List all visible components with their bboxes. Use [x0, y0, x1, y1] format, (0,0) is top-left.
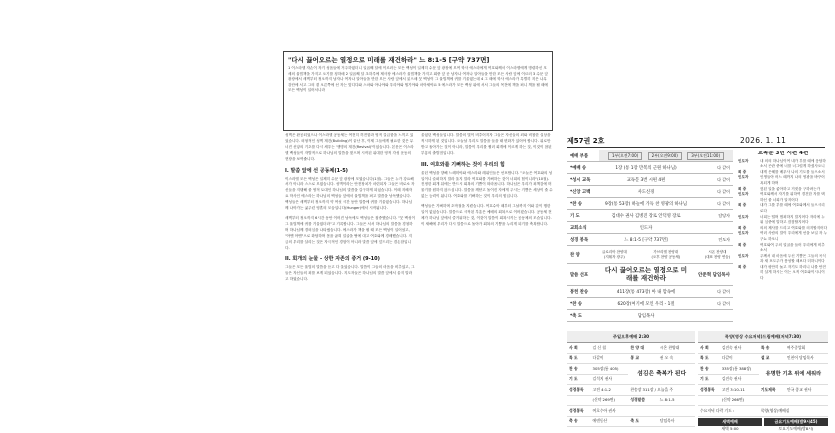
service-time-3: 3부(오전11:00): [687, 152, 724, 160]
row-leader: 담당자: [693, 210, 733, 222]
preacher: 안준혁 담임목사: [693, 264, 733, 286]
section-heading-2: II. 회개의 눈물 - 상한 자존의 증거 (9-10): [285, 256, 380, 263]
row-content: 교독문 3번 시편 4편: [599, 174, 693, 186]
row-leader: 다 같이: [693, 174, 733, 186]
wednesday-service-title: 목양(영상 수요저녁)드림예배(저녁7:30): [698, 331, 828, 343]
row-leader: 다 같이: [693, 298, 733, 310]
row-content: 1장 (통 1장 만복의 근원 하나님): [599, 162, 693, 174]
afternoon-sermon-title: 섬김은 축복가 된다: [628, 364, 695, 385]
reading-line: 회 중 내가 그를 부를 때에 여호와께서 들으시리로다: [738, 203, 825, 213]
sermon-scripture-box: [283, 51, 553, 131]
row-label: 기 도: [567, 210, 599, 222]
row-label: *찬 송: [567, 198, 599, 210]
paragraph: 울던 백성을 향해 느헤미야와 에스라와 레위인들은 선포합니다. "오늘은 여호와의 성일이니 슬퍼하지 말라 울지 말라 여호와를 기뻐하는 것이 너희의 힘이니라"(10절). 진정한 회개 뒤에는 반드시 회복의 기쁨이 따라옵니다. 하나님은 우리가 죄책감에 머물기를 원하지 않으십니다. 말씀을 깨닫고 돌이킨 자에게 주시는 기쁨은 세상이 줄 수 없는 능력이 됩니다. 여호와를 기뻐하는 것이 우리의 힘입니다.: [421, 170, 553, 199]
afternoon-service: 주일오후예배 2:30 사 회 김 신 철 찬 양 대 시온 찬양대 특 도 다같이 봉 교 권 오 숙 찬 송 305장(통 405) 섬김은 축복가 된다 기 도 김석지 권사 성경봉독 고전 4:1-2 찬송장 311장 / 오늘을 주 (신약 269면) 성경말씀 느 8:1-5 성경봉독 여호수아 권사 축 송 에덴동산 축 도 담임목사: [567, 331, 695, 427]
order-of-worship: [567, 150, 733, 322]
row-content: 김대수 권사 김병진 장로 안덕영 장로: [599, 210, 693, 222]
responsive-reading-title: 교독문 3번 시편 4편: [757, 151, 809, 156]
intro-paragraph: 성벽은 완공되었으나 이스라엘 공동체는 여전히 허전함과 영적 갈급함을 느끼고 있었습니다. 외형적인 성벽 재건(Building)이 끝난 후, 이제 그들에게 필요한 것은 무너진 신앙의 기초를 다시 세우는 '생명의 재건(Revival)'이었습니다. 본문은 이스라엘 백성들이 자발적으로 하나님의 말씀을 찾으며 시작된 위대한 영적 각성 운동의 현장을 보여줍니다.: [285, 133, 414, 161]
sermon-title: 다시 끓어오르는 열정으로 미래를 재건하라: [599, 264, 693, 286]
afternoon-service-title: 주일오후예배 2:30: [567, 331, 695, 343]
row-leader: 다 같이: [693, 162, 733, 174]
choir-1: 글로리아 찬양대 (지휘자 장주): [602, 250, 627, 259]
row-content: 담임목사: [599, 310, 693, 322]
friday-prayer-label: 금요기도예배(밤9시45): [764, 418, 828, 426]
row-content: 620장(여기에 모인 우리 - 1절: [599, 298, 693, 310]
paragraph: 그들은 모든 율법의 말씀을 듣고 다 울었습니다. 말씀이 그들의 마음을 비추었고, 그들은 자신들의 죄를 보게 되었습니다. 지도자들은 하나님의 말씀 앞에서 울지 말라고 하였습니다.: [285, 265, 415, 282]
paragraph: 이스라엘 모든 백성은 일제히 수문 앞 광장에 모였습니다(1절). 그들은 누가 강요해서가 아니라 스스로 모였습니다. 성벽이라는 안전장치가 마련되자 그들은 비로소 자신들을 지탱해 줄 영적 토대인 하나님의 말씀을 갈구하게 되었습니다. 이때 지혜자요 학사인 에스라는 하나님의 백성들 앞에서 율법책을 펴고 말씀을 낭독했습니다. 백성들은 새벽부터 정오까지 약 여섯 시간 동안 말씀에 귀를 기울였습니다. 하나님께 나아가는 굶주린 영혼의 모습입니다(Hunger)에서 시작됩니다.: [285, 176, 415, 211]
reading-line: 인도자 너희는 떨며 범죄하지 말지어다 자리에 누워 심중에 말하고 잠잠할지어다: [738, 214, 825, 225]
row-label: 성경 봉독: [567, 234, 599, 246]
row-label: 예배 부름: [567, 150, 599, 162]
row-leader: 다 같이: [693, 198, 733, 210]
dawn-prayer-label: 새벽예배: [698, 418, 762, 426]
service-time-1: 1부(오전7:00): [608, 152, 642, 160]
reading-line: 회 중 여호와여 주의 얼굴을 들어 우리에게 비추소서: [738, 242, 825, 253]
choir-2: 가브리엘 찬양대 (오후 찬양 공동체): [651, 250, 681, 259]
row-label: 찬 양: [567, 246, 599, 264]
issue-number: 제57권 2호: [567, 137, 605, 145]
reading-line: 인도자 인생들아 어느 때까지 나의 영광을 바꾸어 욕되게 하며: [738, 175, 825, 185]
section-heading-3: III. 여호와를 기뻐하는 것이 우리의 힘: [421, 161, 505, 168]
scripture-text: 1 이스라엘 자손이 자기 성읍들에 거주하였더니 일곱째 달에 이르러는 모든 백성이 일제히 수문 앞 광장에 모여 학사 에스라에게 여호와께서 이스라엘에게 명령하신 모세의 율법책을 가지고 오기를 청하매 2 일곱째 달 초하루에 제사장 에스라가 율법책을 가지고 회중 앞 곧 남자나 여자나 알아들을 만한 모든 사람 앞에 이르러 3 수문 앞 광장에서 새벽부터 정오까지 남자나 여자나 알아들을 만한 모든 사람 앞에서 읽으매 뭇 백성이 그 율법책에 귀를 기울였는데 4 그 때에 학사 에스라가 특별히 지은 나무 강단에 서고 그의 곁 오른쪽에 선 자는 맛디댜와 스마와 아나야와 우리야와 힐기야와 마아세야요 5 에스라가 모든 백성 위에 서서 그들의 목전에 책을 펴니 책을 펼 때에 모든 백성이 일어서니라: [288, 66, 548, 93]
row-label: 말씀 선포: [567, 264, 599, 286]
paragraph: 울었던 백성들입니다. 말씀의 빛이 비추어지자 그들은 자신들의 죄와 비참한 실상을 직시하게 된 것입니다. 오늘날 우리도 말씀을 들을 때 변화가 있어야 합니다. 위로만 받고 돌아가는 것이 아니라, 말씀이 우리를 찔러 회개에 이르게 하는 것, 이것이 참된 부흥의 출발점입니다.: [421, 133, 552, 155]
row-content: 인도자: [599, 222, 693, 234]
row-label: *신앙 고백: [567, 186, 599, 198]
reading-line: 인도자 여호와께서 자기를 위하여 경건한 자를 택하신 줄 너희가 알지어다: [738, 192, 825, 202]
sermon-heading: "다시 끓어오르는 열정으로 미래를 재건하라" 느 8:1-5 [구약 737면]: [288, 56, 490, 64]
paragraph: 새벽부터 정오까지 6시간 동안 이어진 낭독에도 백성들은 집중했습니다. "뭇 백성이 그 율법책에 귀를 기울였더라"고 기록합니다. 그들은 서서 하나님의 말씀을 경청하며 하나님께 경외심을 나타냈습니다. 에스라가 책을 펼 때 모든 백성이 일어섰고, "아멘 아멘"으로 화답하며 몸을 굽혀 얼굴을 땅에 대고 여호와께 경배했습니다. 지금의 우리를 살리는 것은 자극적인 경험이 아니라 말씀 앞에 엎드리는 겸손함입니다.: [285, 215, 415, 250]
row-label: *예배 송: [567, 162, 599, 174]
row-content: 9장(통 53장) 하늘에 가득 찬 영광의 하나님: [599, 198, 693, 210]
reading-line: 인도자 주께서 내 마음에 두신 기쁨은 그들의 곡식과 새 포도주가 풍성할 때보다 더하니이다: [738, 253, 826, 264]
reading-line: 회 중 헛된 일을 좋아하고 거짓을 구하려는가: [738, 186, 821, 191]
bulletin-date: 2026. 1. 11: [740, 136, 787, 145]
wednesday-sermon-title: 유명한 기초 위에 세워라: [759, 364, 828, 385]
row-label: *축 도: [567, 310, 599, 322]
reading-line: 인도자 내 의의 하나님이여 내가 부를 때에 응답하소서 곤란 중에 너를 너그럽게 하셨사오니: [738, 158, 826, 169]
reading-line: 회 중 내게 은혜를 베푸사 나의 기도를 들으소서: [738, 169, 825, 174]
dawn-prayer-time: 새벽 5:00: [721, 425, 739, 431]
row-label: *성시 교독: [567, 174, 599, 186]
saturday-prayer-time: 토요기도예배(밤8시): [778, 425, 814, 431]
row-content: 411장(통 473장) 아 내 맘속에: [599, 286, 693, 298]
choir-3: 시온 찬양대 (대표 찬양 연습): [704, 250, 730, 259]
service-time-2: 2부(오전9:00): [648, 152, 682, 160]
row-leader: 인도자: [693, 234, 733, 246]
row-label: 교회소식: [567, 222, 599, 234]
section-heading-1: I. 말씀 앞에 선 공동체(1-5): [285, 167, 348, 174]
row-content: 느 8:1-5 [구약 737면]: [599, 234, 693, 246]
row-label: 봉헌 찬송: [567, 286, 599, 298]
wednesday-service: 목양(영상 수요저녁)드림예배(저녁7:30) 사 회 김진숙 권사 특 송 여주중앙회 특 도 다같이 설 교 인천어 담임목사 찬 송 335장(통 388장) 유명한 기초 위에 세워라 기 도 김진숙 권사 성경봉독 고전 3:10-11 기도제목 안국 종교 권사 (신약 266면) 수요저녁 다락 기도 : 목양(영상)예배실 새벽예배 새벽 5:00 금요기도예배(밤9시45) 토요기도예배(밤8시): [698, 331, 828, 432]
reading-line: 인도자 여러 사람의 말이 우리에게 선을 보일 자 누구뇨 하오니: [738, 231, 828, 241]
sermon-column-left: [285, 133, 415, 431]
row-leader: 다 같이: [693, 186, 733, 198]
responsive-reading: [738, 151, 828, 321]
row-content: 사도신경: [599, 186, 693, 198]
paragraph: 백성들은 기뻐하며 초막절을 지켰습니다. 여호수아 때부터 그날까지 이와 같이 행한 일이 없었습니다. 말씀으로 시작된 부흥은 예배의 회복으로 이어졌습니다. 공동체 전체가 하나님 앞에서 즐거워하는 것, 이것이 말씀이 회복시키는 공동체의 모습입니다. 이 새해에 우리가 다시 말씀으로 돌아가 회복의 기쁨을 누리게 되기를 축복합니다.: [421, 204, 552, 226]
row-label: *찬 송: [567, 298, 599, 310]
header-rule: [567, 147, 825, 148]
row-leader: 다 같이: [693, 286, 733, 298]
reading-line: 회 중 내가 평안히 눕고 자기도 하리니 나를 안전히 살게 하시는 이는 오직 여호와이시니이다: [738, 264, 826, 281]
reading-line: 회 중 의의 제사를 드리고 여호와를 의지할지어다: [738, 225, 828, 230]
sermon-column-middle: [421, 133, 553, 431]
